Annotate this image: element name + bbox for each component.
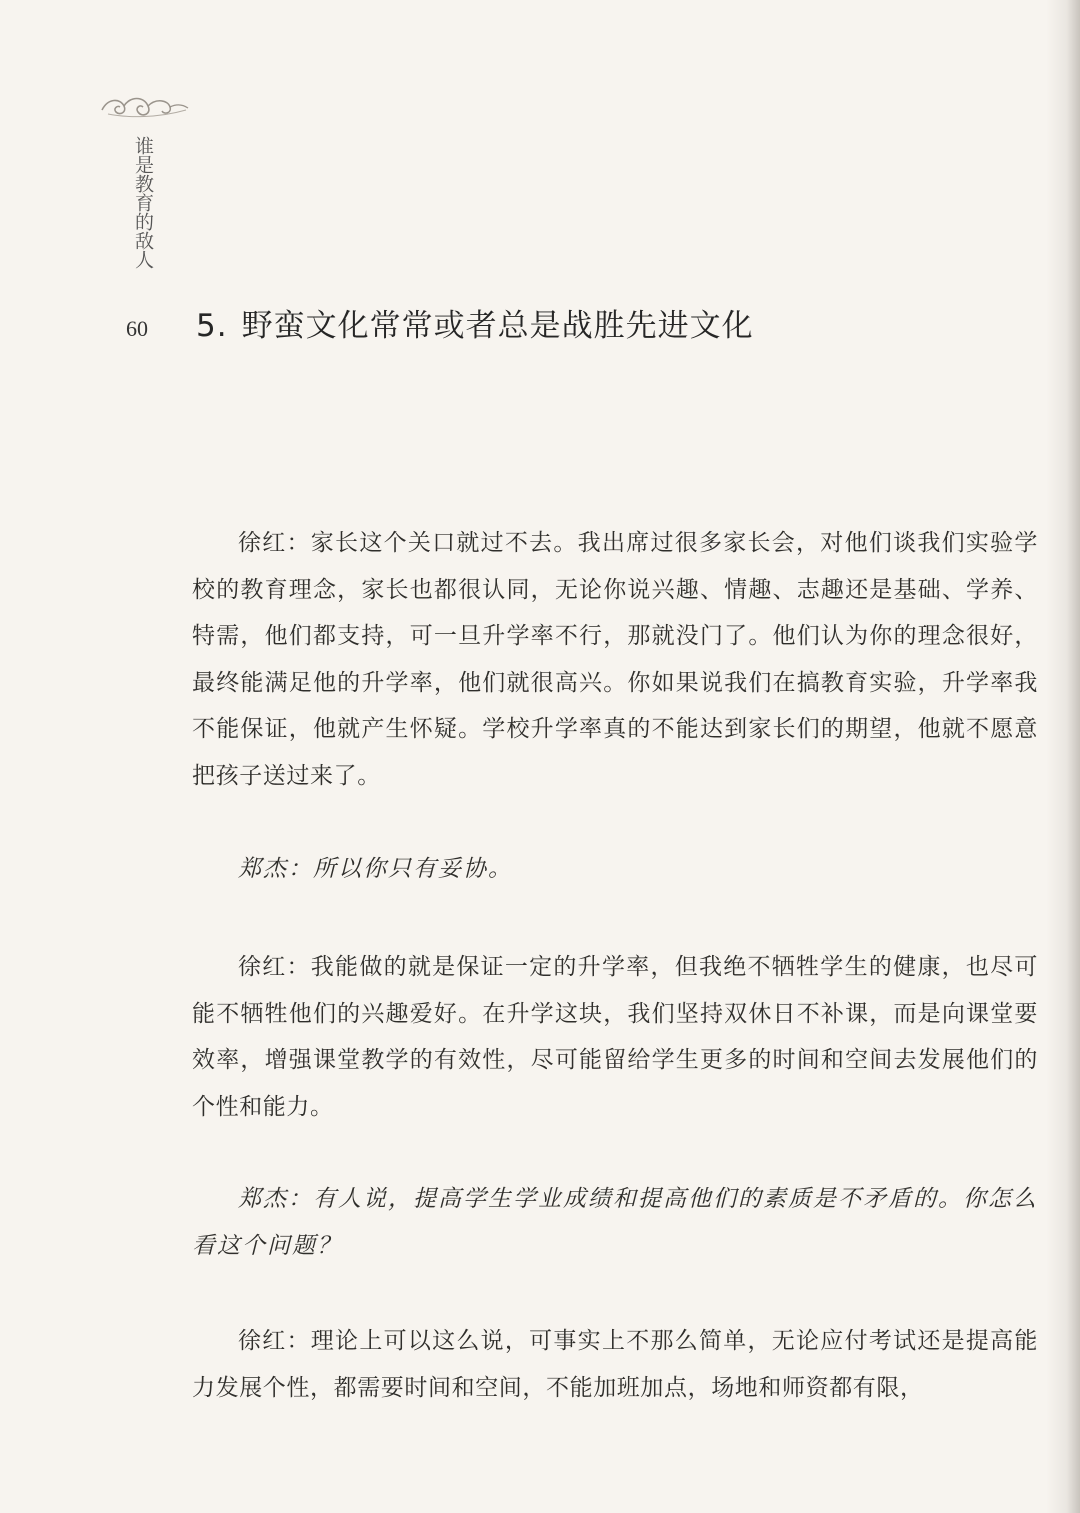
speech-text: 家长这个关口就过不去。我出席过很多家长会，对他们谈我们实验学校的教育理念，家长也都很认同，无论你说兴趣、情趣、志趣还是基础、学养、特需，他们都支持，可一旦升学率不行，那就没门了。他们认为你的理念很好，最终能满足他的升学率，他们就很高兴。你如果说我们在搞教育实验，升学率我不能保证，他就产生怀疑。学校升学率真的不能达到家长们的期望，他就不愿意把孩子送过来了。 (192, 530, 1038, 789)
dialogue-paragraph (192, 1176, 1038, 1269)
speaker-label: 徐红： (238, 1328, 311, 1354)
paragraph-text (192, 944, 1038, 1130)
speech-text: 我能做的就是保证一定的升学率，但我绝不牺牲学生的健康，也尽可能不牺牲他们的兴趣爱好。在升学这块，我们坚持双休日不补课，而是向课堂要效率，增强课堂教学的有效性，尽可能留给学生更多的时间和空间去发展他们的个性和能力。 (192, 954, 1038, 1120)
paragraph-text (192, 1318, 1038, 1411)
decorative-scroll-ornament (98, 92, 190, 122)
page-number: 60 (126, 316, 148, 341)
speech-text: 有人说，提高学生学业成绩和提高他们的素质是不矛盾的。你怎么看这个问题？ (192, 1186, 1038, 1259)
speaker-label: 徐红： (238, 954, 311, 980)
running-head-book-title: 谁是教育的敌人 (132, 136, 154, 269)
dialogue-paragraph (192, 1318, 1038, 1411)
paragraph-text (192, 520, 1038, 799)
section-title-text: 野蛮文化常常或者总是战胜先进文化 (241, 308, 754, 344)
paragraph-text (192, 1176, 1038, 1269)
paragraph-text (192, 846, 1038, 893)
speech-text: 理论上可以这么说，可事实上不那么简单，无论应付考试还是提高能力发展个性，都需要时间和空间，不能加班加点，场地和师资都有限， (192, 1328, 1038, 1401)
page-edge-shadow (1046, 0, 1080, 1513)
section-number: 5. (196, 308, 228, 344)
speaker-label: 郑杰： (238, 856, 313, 882)
speaker-label: 徐红： (238, 530, 311, 556)
section-heading (196, 300, 754, 345)
dialogue-paragraph (192, 944, 1038, 1130)
dialogue-paragraph (192, 846, 1038, 893)
speaker-label: 郑杰： (238, 1186, 313, 1212)
speech-text: 所以你只有妥协。 (313, 856, 513, 882)
dialogue-paragraph (192, 520, 1038, 799)
